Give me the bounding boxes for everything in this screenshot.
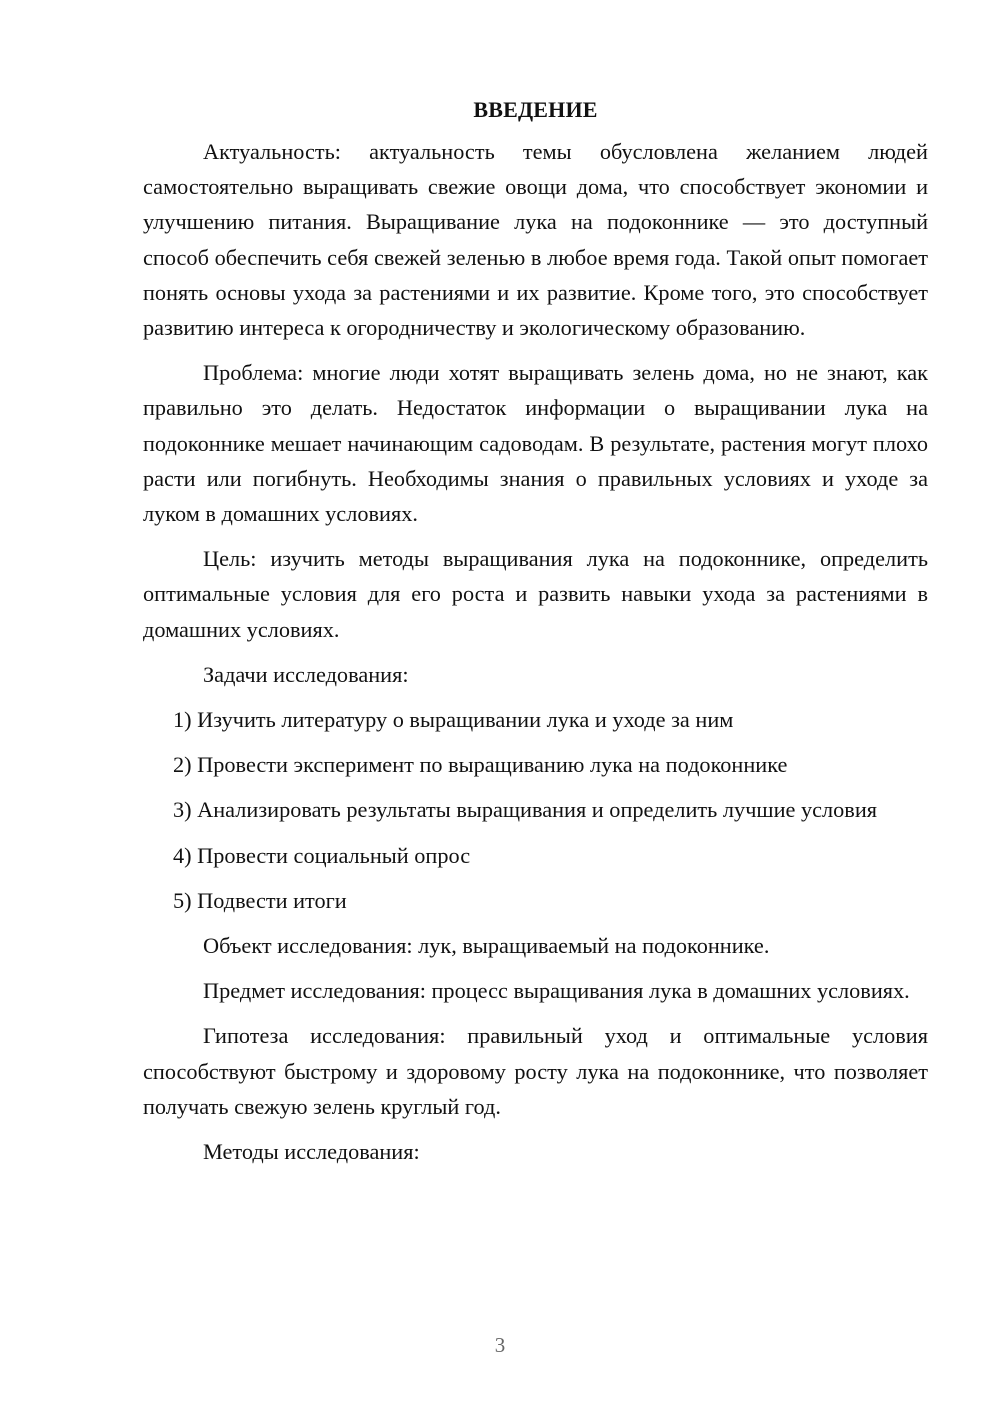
subject-paragraph: Предмет исследования: процесс выращивания лука в домашних условиях. [203,978,910,1004]
object-paragraph: Объект исследования: лук, выращиваемый на подоконнике. [203,933,770,959]
task-item-5: 5) Подвести итоги [173,887,347,913]
task-item-2: 2) Провести эксперимент по выращиванию лука на подоконнике [173,752,788,778]
section-heading: ВВЕДЕНИЕ [473,97,598,122]
page-number: 3 [494,1333,506,1357]
task-item-1: 1) Изучить литературу о выращивании лука и уходе за ним [173,707,734,733]
task-item-4: 4) Провести социальный опрос [173,842,471,868]
hypothesis-paragraph: Гипотеза исследования: правильный уход и оптимальные условия способствуют быстрому и здоровому росту лука на подоконнике, что позволяет получать свежую зелень круглый год. [143,1023,928,1119]
page-content [143,95,928,1179]
problem-paragraph: Проблема: многие люди хотят выращивать зелень дома, но не знают, как правильно это делать. Недостаток информации о выращивании лука на подоконнике мешает начинающим садоводам. В результате, растения могут плохо расти или погибнуть. Необходимы знания о правильных условиях и уходе за луком в домашних условиях. [143,360,928,527]
relevance-paragraph: Актуальность: актуальность темы обусловлена желанием людей самостоятельно выращивать свежие овощи дома, что способствует экономии и улучшению питания. Выращивание лука на подоконнике — это доступный способ обеспечить себя свежей зеленью в любое время года. Такой опыт помогает понять основы ухода за растениями и их развитие. Кроме того, это способствует развитию интереса к огородничеству и экологическому образованию. [143,139,928,341]
task-item-3: 3) Анализировать результаты выращивания и определить лучшие условия [173,797,878,823]
goal-paragraph: Цель: изучить методы выращивания лука на подоконнике, определить оптимальные условия для его роста и развить навыки ухода за растениями в домашних условиях. [143,546,928,642]
tasks-title: Задачи исследования: [203,661,409,687]
methods-title: Методы исследования: [203,1139,420,1165]
